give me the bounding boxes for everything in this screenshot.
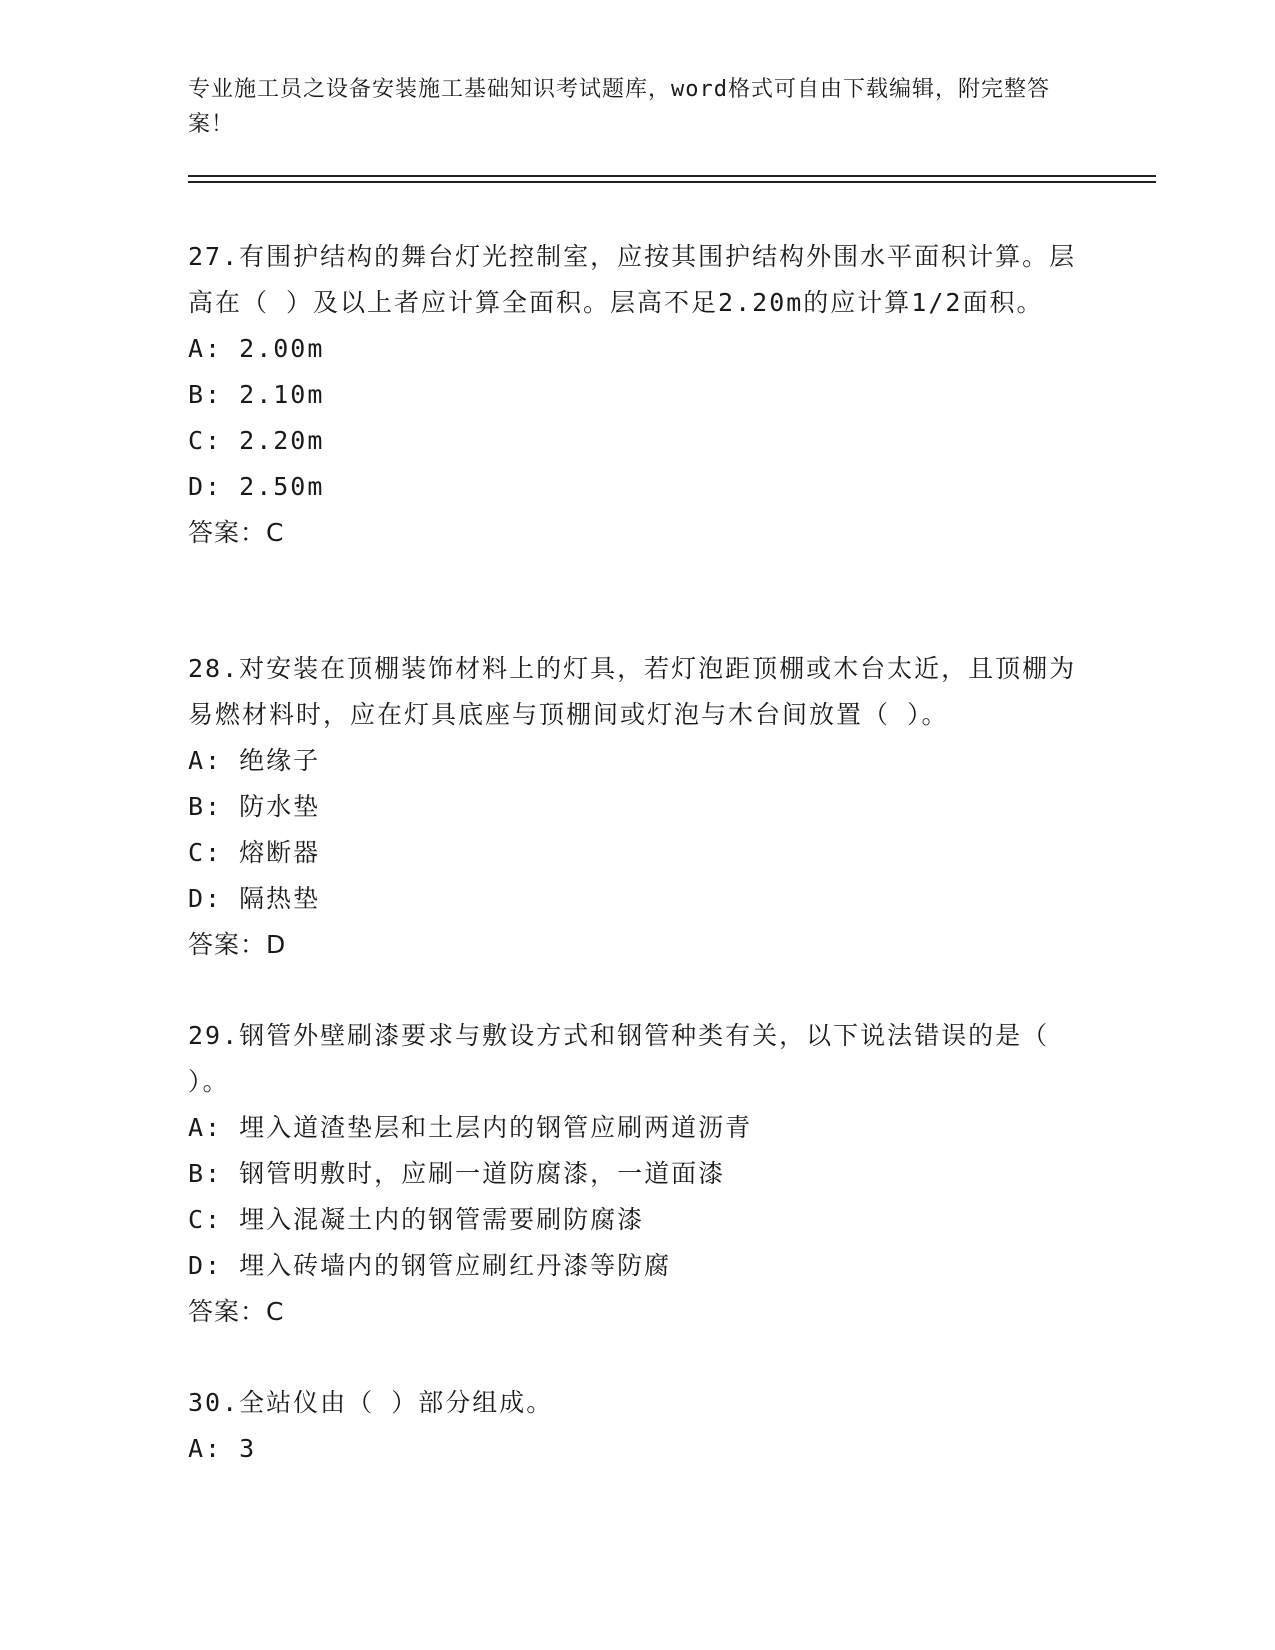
header-divider-bottom <box>188 181 1156 183</box>
option-a: A: 绝缘子 <box>188 746 321 775</box>
question-text: 27.有围护结构的舞台灯光控制室，应按其围护结构外围水平面积计算。层高在（ ）及以上者应计算全面积。层高不足2.20m的应计算1/2面积。 <box>188 242 1077 317</box>
question-30 <box>188 1380 1088 1472</box>
question-27 <box>188 234 1088 556</box>
question-text: 28.对安装在顶棚装饰材料上的灯具，若灯泡距顶棚或木台太近，且顶棚为易燃材料时，应在灯具底座与顶棚间或灯泡与木台间放置（ ）。 <box>188 654 1077 729</box>
option-b: B: 钢管明敷时，应刷一道防腐漆，一道面漆 <box>188 1159 726 1188</box>
option-a: A: 2.00m <box>188 334 325 363</box>
option-d: D: 隔热垫 <box>188 884 321 913</box>
option-a: A: 埋入道渣垫层和土层内的钢管应刷两道沥青 <box>188 1113 753 1142</box>
option-b: B: 防水垫 <box>188 792 321 821</box>
option-c: C: 熔断器 <box>188 838 321 867</box>
header-divider-top <box>188 175 1156 177</box>
question-28 <box>188 646 1088 968</box>
option-a: A: 3 <box>188 1434 257 1463</box>
option-d: D: 2.50m <box>188 472 325 501</box>
question-text: 29.钢管外壁刷漆要求与敷设方式和钢管种类有关，以下说法错误的是（ ）。 <box>188 1021 1050 1096</box>
option-b: B: 2.10m <box>188 380 325 409</box>
document-header: 专业施工员之设备安装施工基础知识考试题库，word格式可自由下载编辑，附完整答案！ <box>188 77 1050 137</box>
question-text: 30.全站仪由（ ）部分组成。 <box>188 1388 554 1417</box>
option-c: C: 埋入混凝土内的钢管需要刷防腐漆 <box>188 1205 645 1234</box>
answer: 答案：D <box>188 930 287 959</box>
option-d: D: 埋入砖墙内的钢管应刷红丹漆等防腐 <box>188 1251 672 1280</box>
option-c: C: 2.20m <box>188 426 325 455</box>
answer: 答案：C <box>188 1297 285 1326</box>
answer: 答案：C <box>188 518 285 547</box>
question-29 <box>188 1013 1088 1335</box>
